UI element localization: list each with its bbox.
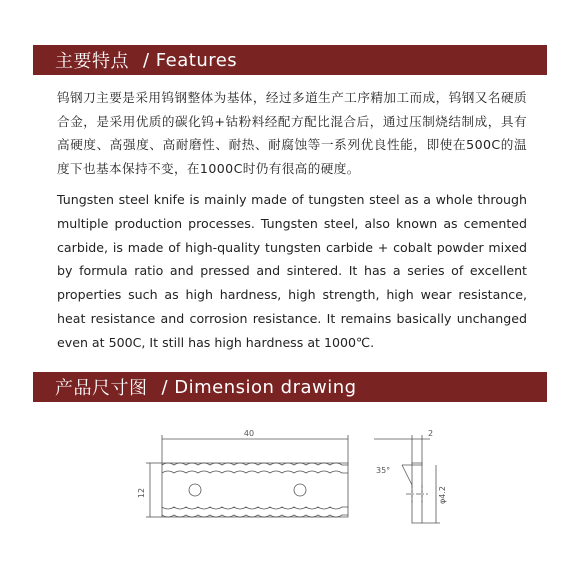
dimension-title-cn: 产品尺寸图 <box>55 378 148 399</box>
dimension-banner <box>33 372 547 402</box>
dimension-title-en: / Dimension drawing <box>161 376 357 398</box>
dimension-drawing <box>137 425 460 535</box>
hole-label: φ4.2 <box>438 486 447 504</box>
blade-side-view <box>374 435 440 523</box>
length-label: 40 <box>243 429 255 438</box>
thickness-label: 2 <box>428 429 434 438</box>
angle-label: 35° <box>376 466 391 475</box>
features-body-cn: 钨钢刀主要是采用钨钢整体为基体，经过多道生产工序精加工而成，钨钢又名硬质合金，是采用优质的碳化钨+钴粉料经配方配比混合后，通过压制烧结制成，具有高硬度、高强度、高耐磨性、耐热、耐腐蚀等一系列优良性能，即使在500C的温度下也基本保持不变，在1000C时仍有很高的硬度。 <box>57 90 527 176</box>
features-banner <box>33 45 547 75</box>
features-title-cn: 主要特点 <box>55 51 129 72</box>
blade-front-view <box>146 435 348 517</box>
height-label: 12 <box>137 487 146 499</box>
features-title-en: / Features <box>143 49 238 71</box>
features-body-en: Tungsten steel knife is mainly made of tungsten steel as a whole through multiple production processes. Tungsten steel, also known as cemented carbide, is made of high-quality tungsten carbide + cobalt powder mixed by formula ratio and pressed and sintered. It has a series of excellent properties such as high hardness, high strength, high wear resistance, heat resistance and corrosion resistance. It remains basically unchanged even at 500C, It still has high hardness at 1000℃. <box>57 192 527 350</box>
